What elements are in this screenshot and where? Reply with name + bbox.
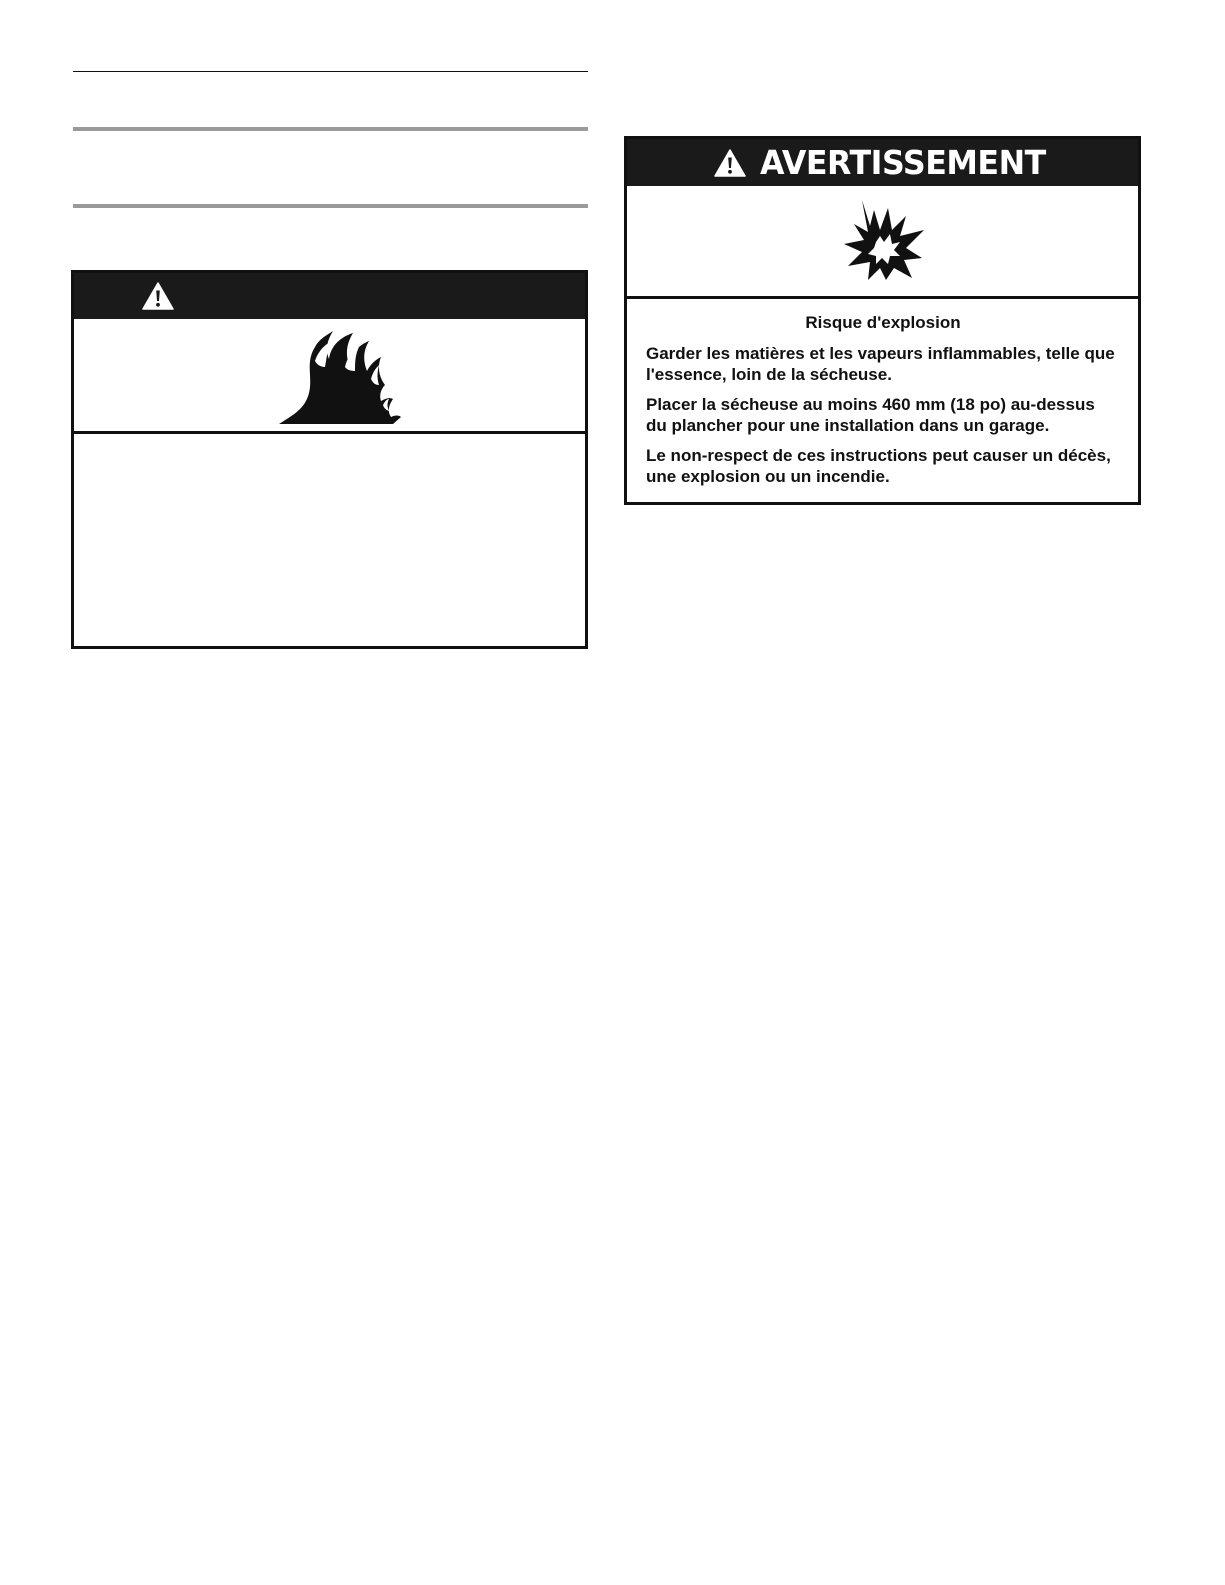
warning-subtitle: Risque d'explosion [805,313,961,332]
warning-paragraph: Placer la sécheuse au moins 460 mm (18 po) au-dessus du plancher pour une installation dans un garage. [646,395,1095,435]
explosion-warning-body [627,299,1138,487]
fire-icon [275,327,415,427]
explosion-pictogram-panel [627,186,1138,296]
section-rule-2 [73,204,588,208]
warning-title: AVERTISSEMENT [759,143,1046,182]
warning-paragraph: Garder les matières et les vapeurs inflammables, telle que l'essence, loin de la sécheuse. [646,344,1115,384]
warning-triangle-icon [714,149,746,177]
explosion-icon [840,196,930,286]
explosion-warning-header [627,139,1138,186]
warning-paragraph: Le non-respect de ces instructions peut causer un décès, une explosion ou un incendie. [646,446,1111,486]
fire-pictogram-panel [74,319,585,431]
top-rule [73,71,588,72]
section-rule-1 [73,127,588,131]
fire-warning-body [74,434,585,643]
warning-triangle-icon [142,282,174,310]
fire-warning-box [71,270,588,649]
explosion-warning-box [624,136,1141,505]
fire-warning-header [74,273,585,319]
